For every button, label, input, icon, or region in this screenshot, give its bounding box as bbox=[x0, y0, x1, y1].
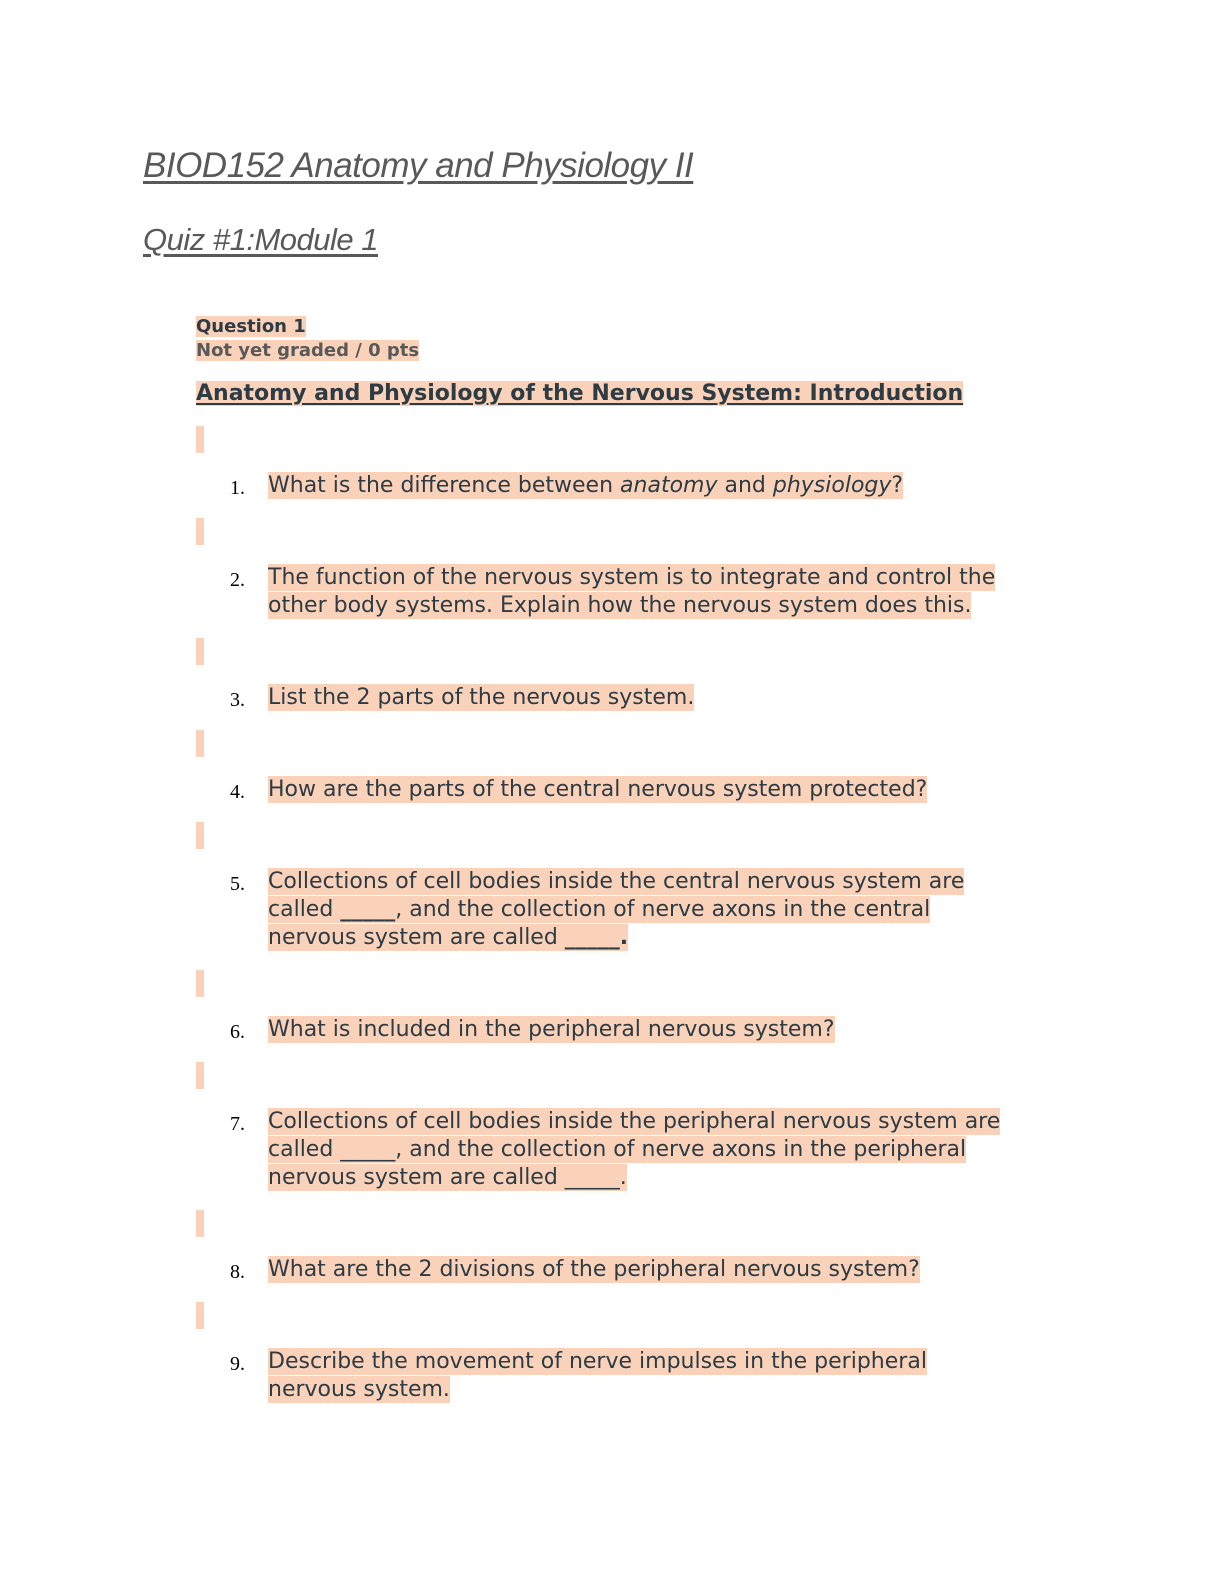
empty-highlight-marker bbox=[196, 518, 204, 545]
item-number: 6. bbox=[230, 1021, 245, 1043]
grading-status-label: Not yet graded / 0 pts bbox=[196, 340, 420, 361]
item-text: Collections of cell bodies inside the peripheral nervous system are called _____, and the collection of nerve axons in the peripheral nervous system are called _____. bbox=[268, 1109, 1001, 1190]
item-number: 4. bbox=[230, 781, 245, 803]
item-text: Collections of cell bodies inside the central nervous system are called _____, and the collection of nerve axons in the central nervous system are called _____. bbox=[268, 869, 965, 950]
item-text: What is the difference between anatomy and physiology? bbox=[268, 473, 904, 498]
section-heading bbox=[196, 380, 963, 408]
answer-blank: _____. bbox=[564, 925, 629, 950]
item-number: 8. bbox=[230, 1261, 245, 1283]
empty-highlight-marker bbox=[196, 822, 204, 849]
grading-status bbox=[196, 340, 419, 362]
empty-highlight-marker bbox=[196, 970, 204, 997]
item-number: 1. bbox=[230, 477, 245, 499]
empty-highlight-marker bbox=[196, 730, 204, 757]
item-number: 2. bbox=[230, 569, 245, 591]
empty-highlight-marker bbox=[196, 426, 204, 453]
emphasis-anatomy: anatomy bbox=[620, 473, 718, 498]
empty-highlight-marker bbox=[196, 1062, 204, 1089]
item-text: What is included in the peripheral nervous system? bbox=[268, 1017, 835, 1042]
answer-blank: _____ bbox=[340, 897, 396, 922]
item-text: What are the 2 divisions of the peripheral nervous system? bbox=[268, 1257, 920, 1282]
question-number bbox=[196, 316, 306, 338]
section-heading-text: Anatomy and Physiology of the Nervous System: Introduction bbox=[196, 381, 964, 406]
empty-highlight-marker bbox=[196, 1302, 204, 1329]
quiz-title: Quiz #1:Module 1 bbox=[143, 222, 378, 257]
item-number: 7. bbox=[230, 1113, 245, 1135]
empty-highlight-marker bbox=[196, 1210, 204, 1237]
item-number: 5. bbox=[230, 873, 245, 895]
item-text: The function of the nervous system is to integrate and control the other body systems. Explain how the nervous system does this. bbox=[268, 565, 996, 618]
item-text: List the 2 parts of the nervous system. bbox=[268, 685, 695, 710]
empty-highlight-marker bbox=[196, 638, 204, 665]
item-text: Describe the movement of nerve impulses in the peripheral nervous system. bbox=[268, 1349, 927, 1402]
question-number-label: Question 1 bbox=[196, 316, 306, 337]
emphasis-physiology: physiology bbox=[772, 473, 892, 498]
item-number: 3. bbox=[230, 689, 245, 711]
document-title: BIOD152 Anatomy and Physiology II bbox=[143, 146, 694, 185]
item-number: 9. bbox=[230, 1353, 245, 1375]
item-text: How are the parts of the central nervous system protected? bbox=[268, 777, 928, 802]
